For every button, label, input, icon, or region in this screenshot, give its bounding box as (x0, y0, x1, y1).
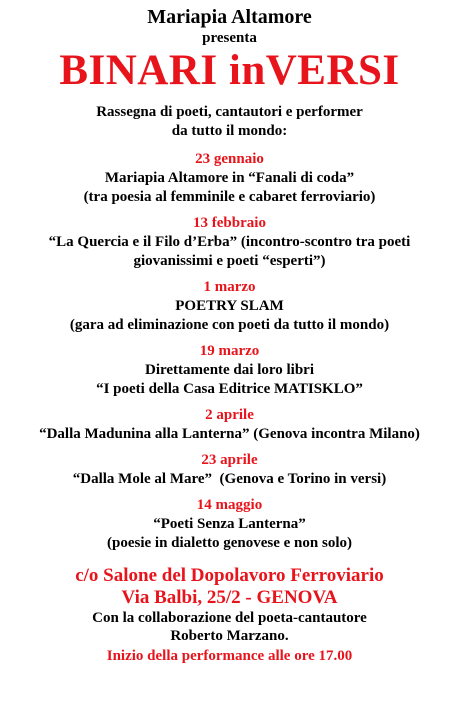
event-description: “Poeti Senza Lanterna” (153, 516, 306, 532)
event-description: (tra poesia al femminile e cabaret ferroviario) (83, 189, 376, 205)
event-item (0, 214, 459, 271)
presents-label: presenta (202, 30, 257, 46)
author-name: Mariapia Altamore (147, 6, 312, 28)
event-description: “Dalla Mole al Mare” (Genova e Torino in versi) (72, 471, 387, 487)
venue-block (0, 565, 459, 666)
intro-text (0, 103, 459, 141)
poster-title: BINARI inVERSI (59, 47, 400, 94)
event-item (0, 406, 459, 444)
collaboration-text: Con la collaborazione del poeta-cantautore (92, 610, 367, 626)
event-description: “Dalla Madunina alla Lanterna” (Genova incontra Milano) (39, 426, 420, 442)
event-item (0, 496, 459, 553)
event-description: (gara ad eliminazione con poeti da tutto il mondo) (69, 317, 390, 333)
start-time: Inizio della performance alle ore 17.00 (106, 648, 353, 664)
event-item (0, 451, 459, 489)
event-date: 2 aprile (205, 407, 254, 423)
event-description: giovanissimi e poeti “esperti”) (133, 253, 326, 269)
intro-line: Rassegna di poeti, cantautori e performer (96, 104, 363, 120)
event-description: Direttamente dai loro libri (145, 362, 314, 378)
venue-address: Via Balbi, 25/2 - GENOVA (121, 587, 338, 608)
collaborator-name: Roberto Marzano. (170, 628, 289, 644)
event-item (0, 342, 459, 399)
venue-place: c/o Salone del Dopolavoro Ferroviario (75, 565, 384, 586)
event-date: 14 maggio (196, 497, 263, 513)
event-date: 19 marzo (199, 343, 260, 359)
event-date: 23 aprile (201, 452, 258, 468)
event-date: 23 gennaio (195, 151, 264, 167)
event-item (0, 278, 459, 335)
intro-line: da tutto il mondo: (171, 123, 288, 139)
event-description: “La Quercia e il Filo d’Erba” (incontro-scontro tra poeti (48, 234, 411, 250)
event-description: Mariapia Altamore in “Fanali di coda” (104, 170, 355, 186)
event-description: POETRY SLAM (175, 298, 284, 314)
event-list (0, 150, 459, 553)
event-date: 13 febbraio (193, 215, 266, 231)
event-date: 1 marzo (203, 279, 256, 295)
event-description: “I poeti della Casa Editrice MATISKLO” (96, 381, 363, 397)
event-item (0, 150, 459, 207)
event-description: (poesie in dialetto genovese e non solo) (107, 535, 352, 551)
